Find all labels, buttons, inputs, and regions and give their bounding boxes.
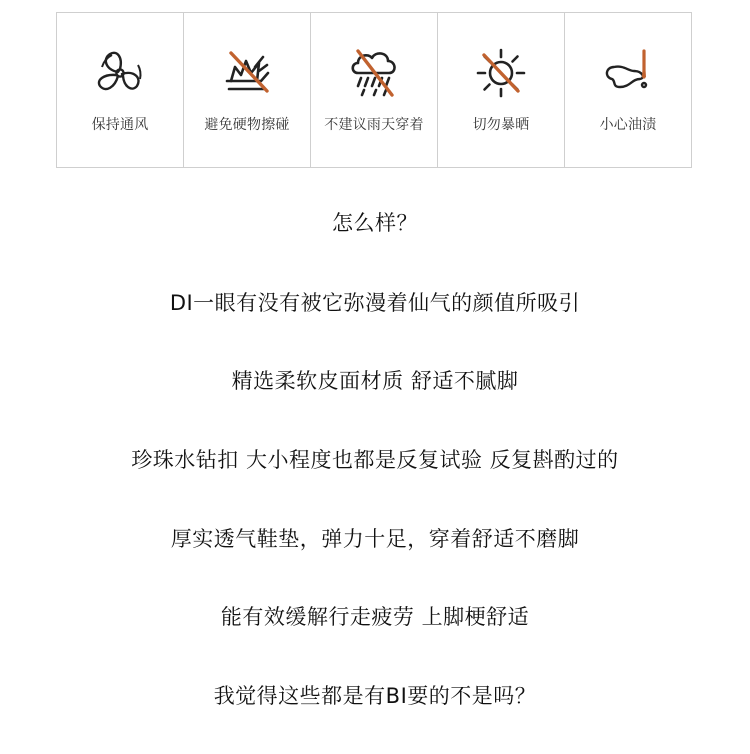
care-item-oil-stain xyxy=(565,13,691,167)
care-item-avoid-hard-objects xyxy=(184,13,311,167)
no-hard-object-icon xyxy=(219,45,275,101)
description-line-closing: 我觉得这些都是有BI要的不是吗？ xyxy=(213,684,537,708)
description-line-comfort: 能有效缓解行走疲劳 上脚梗舒适 xyxy=(220,605,530,629)
description-line-question: 怎么样？ xyxy=(332,211,418,235)
care-instructions-panel xyxy=(56,12,692,168)
description-line-appearance: DI一眼有没有被它弥漫着仙气的颜值所吸引 xyxy=(169,291,581,315)
care-label-avoid-hard-objects: 避免硬物擦碰 xyxy=(204,117,290,133)
fan-icon xyxy=(92,45,148,101)
care-label-oil-stain: 小心油渍 xyxy=(599,117,657,133)
no-rain-icon xyxy=(346,45,402,101)
description-line-buckle: 珍珠水钻扣 大小程度也都是反复试验 反复斟酌过的 xyxy=(131,448,619,472)
no-sun-icon xyxy=(473,45,529,101)
oil-stain-icon xyxy=(600,45,656,101)
care-item-ventilation xyxy=(57,13,184,167)
care-label-no-sun: 切勿暴晒 xyxy=(472,117,530,133)
care-label-no-rain: 不建议雨天穿着 xyxy=(324,117,424,133)
care-item-no-sun xyxy=(438,13,565,167)
care-label-ventilation: 保持通风 xyxy=(91,117,149,133)
care-item-no-rain xyxy=(311,13,438,167)
description-line-material: 精选柔软皮面材质 舒适不腻脚 xyxy=(231,369,519,393)
description-line-insole: 厚实透气鞋垫，弹力十足，穿着舒适不磨脚 xyxy=(170,527,580,551)
